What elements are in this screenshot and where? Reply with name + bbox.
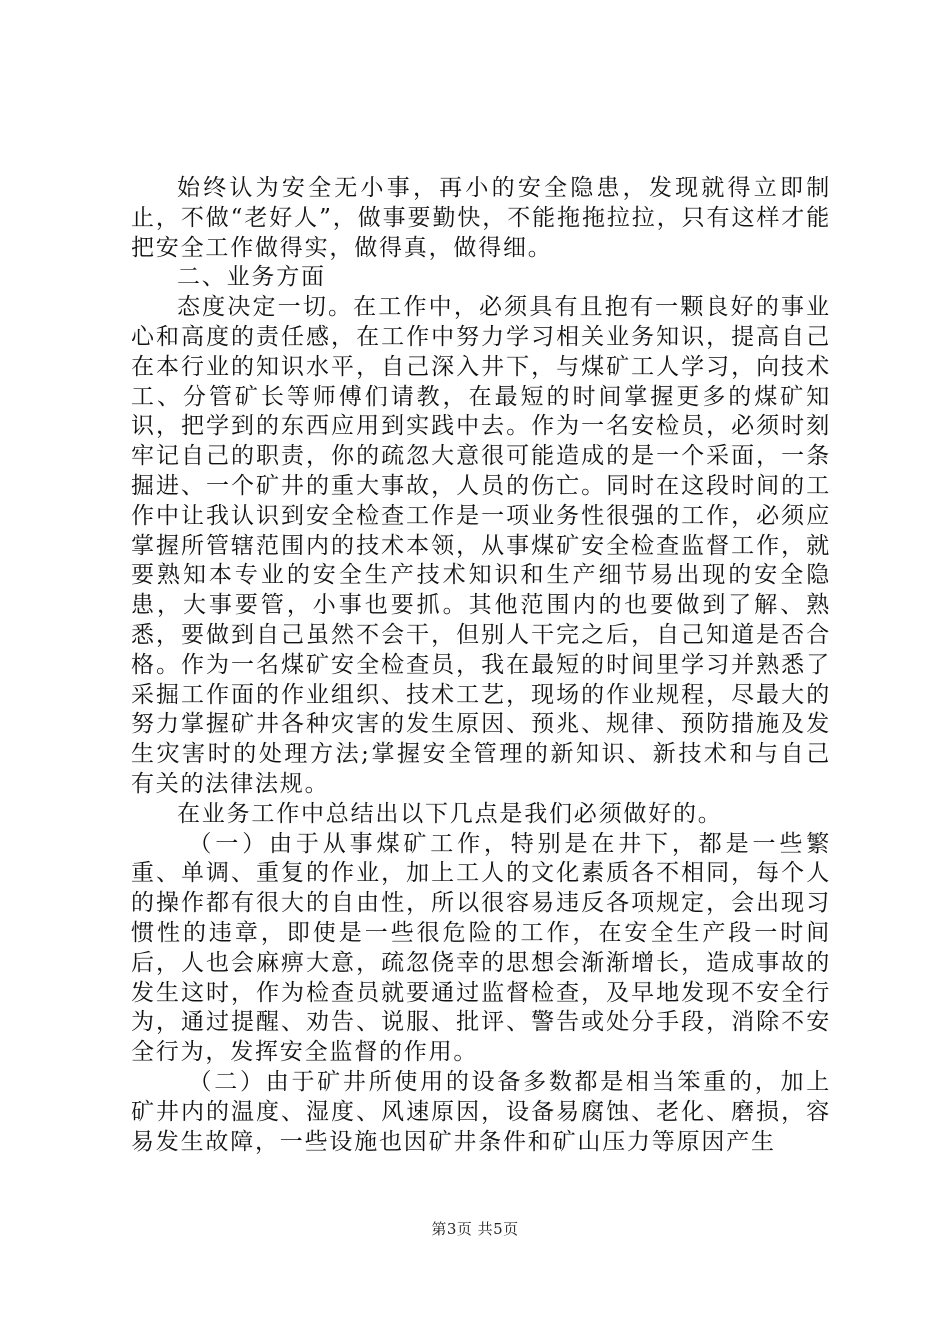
page-number-footer: 第3页 共5页 [431,1220,519,1238]
paragraph-item-two: （二）由于矿井所使用的设备多数都是相当笨重的，加上矿井内的温度、湿度、风速原因，设备易腐蚀、老化、磨损，容易发生故障，一些设施也因矿井条件和矿山压力等原因产生 [131,1068,831,1155]
section-heading-business: 二、业务方面 [177,264,326,291]
paragraph-attitude-decides: 态度决定一切。在工作中，必须具有且抱有一颗良好的事业心和高度的责任感，在工作中努力学习相关业务知识，提高自己在本行业的知识水平，自己深入井下，与煤矿工人学习，向技术工、分管矿长等师傅们请教，在最短的时间掌握更多的煤矿知识，把学到的东西应用到实践中去。作为一名安检员，必须时刻牢记自己的职责，你的疏忽大意很可能造成的是一个采面，一条掘进、一个矿井的重大事故，人员的伤亡。同时在这段时间的工作中让我认识到安全检查工作是一项业务性很强的工作，必须应掌握所管辖范围内的技术本领，从事煤矿安全检查监督工作，就要熟知本专业的安全生产技术知识和生产细节易出现的安全隐患，大事要管，小事也要抓。其他范围内的也要做到了解、熟悉，要做到自己虽然不会干，但别人干完之后，自己知道是否合格。作为一名煤矿安全检查员，我在最短的时间里学习并熟悉了采掘工作面的作业组织、技术工艺，现场的作业规程，尽最大的努力掌握矿井各种灾害的发生原因、预兆、规律、预防措施及发生灾害时的处理方法;掌握安全管理的新知识、新技术和与自己有关的法律法规。 [131,294,831,797]
paragraph-summary-intro: 在业务工作中总结出以下几点是我们必须做好的。 [177,800,723,827]
paragraph-safety-attitude: 始终认为安全无小事，再小的安全隐患，发现就得立即制止，不做“老好人”，做事要勤快，不能拖拖拉拉，只有这样才能把安全工作做得实，做得真，做得细。 [131,175,831,261]
document-body [131,174,831,1157]
paragraph-item-one: （一）由于从事煤矿工作，特别是在井下，都是一些繁重、单调、重复的作业，加上工人的文化素质各不相同，每个人的操作都有很大的自由性，所以很容易违反各项规定，会出现习惯性的违章，即使是一些很危险的工作，在安全生产段一时间后，人也会麻痹大意，疏忽侥幸的思想会渐渐增长，造成事故的发生这时，作为检查员就要通过监督检查，及早地发现不安全行为，通过提醒、劝告、说服、批评、警告或处分手段，消除不安全行为，发挥安全监督的作用。 [131,830,831,1066]
